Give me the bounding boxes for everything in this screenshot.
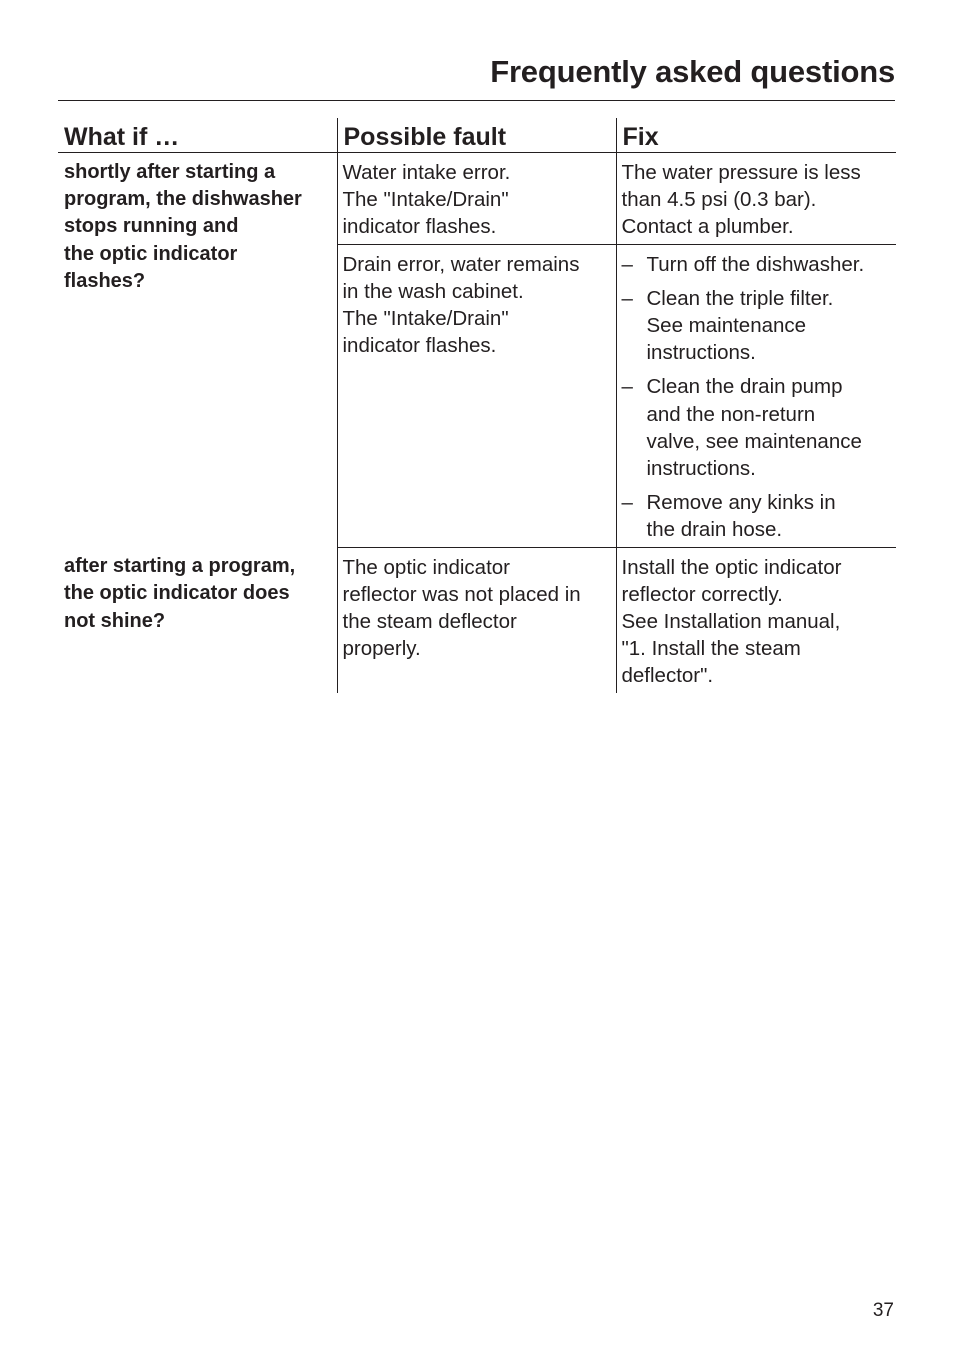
fault-line: indicator flashes. [342, 334, 497, 358]
fault-cell [337, 153, 616, 245]
column-header-what-if: What if … [58, 118, 337, 153]
fix-cell [616, 547, 896, 693]
question-cell [58, 547, 337, 693]
question-line: the optic indicator [64, 242, 238, 265]
fix-line: "1. Install the steam [621, 637, 801, 661]
question-line: after starting a program, [64, 555, 296, 578]
page-number: 37 [872, 1300, 894, 1321]
fault-line: The "Intake/Drain" [342, 307, 509, 331]
fix-line: Contact a plumber. [621, 215, 794, 239]
fix-step [622, 489, 893, 543]
fix-step-line: See maintenance [646, 314, 807, 338]
dash-bullet: – [621, 252, 633, 276]
dash-bullet: – [621, 491, 633, 515]
fix-line: See Installation manual, [621, 610, 841, 634]
fix-line: Install the optic indicator [621, 555, 842, 579]
table-row [58, 547, 896, 693]
fault-line: properly. [342, 637, 421, 661]
column-header-fix: Fix [616, 118, 896, 153]
dash-bullet: – [621, 375, 633, 399]
fix-step-line: valve, see maintenance [646, 429, 862, 453]
fix-step-line: Turn off the dishwasher. [646, 252, 865, 276]
fault-cell [337, 244, 616, 547]
fault-line: in the wash cabinet. [342, 279, 524, 303]
dash-bullet: – [621, 286, 633, 310]
table-header-row [58, 118, 896, 153]
fix-step [622, 251, 893, 278]
question-line: program, the dishwasher [64, 188, 302, 211]
fix-step-line: instructions. [646, 457, 756, 481]
question-line: shortly after starting a [64, 161, 276, 183]
question-line: stops running and [64, 215, 239, 238]
faq-table [58, 118, 896, 693]
fix-cell [616, 153, 896, 245]
fault-line: Water intake error. [342, 161, 511, 184]
fault-line: Drain error, water remains [342, 252, 580, 276]
fix-line: The water pressure is less [621, 161, 861, 184]
fix-cell [616, 244, 896, 547]
question-line: flashes? [64, 269, 146, 292]
fix-step-line: the drain hose. [646, 518, 783, 542]
question-line: not shine? [64, 609, 166, 632]
fix-steps-list [622, 251, 893, 544]
fix-step-line: instructions. [646, 341, 756, 365]
table-row [58, 153, 896, 245]
fix-line: deflector". [621, 664, 714, 688]
question-line: the optic indicator does [64, 582, 290, 605]
fault-line: The optic indicator [342, 555, 511, 579]
fault-line: indicator flashes. [342, 215, 497, 239]
fix-line: than 4.5 psi (0.3 bar). [621, 188, 817, 212]
column-header-possible-fault: Possible fault [337, 118, 616, 153]
question-cell [58, 153, 337, 548]
fix-step [622, 373, 893, 482]
fix-step-line: and the non-return [646, 402, 816, 426]
fix-line: reflector correctly. [621, 582, 783, 606]
fix-step [622, 285, 893, 367]
title-divider [58, 100, 895, 101]
fix-step-line: Clean the drain pump [646, 375, 843, 399]
fault-cell [337, 547, 616, 693]
fault-line: The "Intake/Drain" [342, 188, 509, 212]
fault-line: the steam deflector [342, 610, 517, 634]
page-title: Frequently asked questions [490, 54, 895, 89]
fault-line: reflector was not placed in [342, 582, 581, 606]
fix-step-line: Remove any kinks in [646, 491, 836, 515]
fix-step-line: Clean the triple filter. [646, 286, 834, 310]
